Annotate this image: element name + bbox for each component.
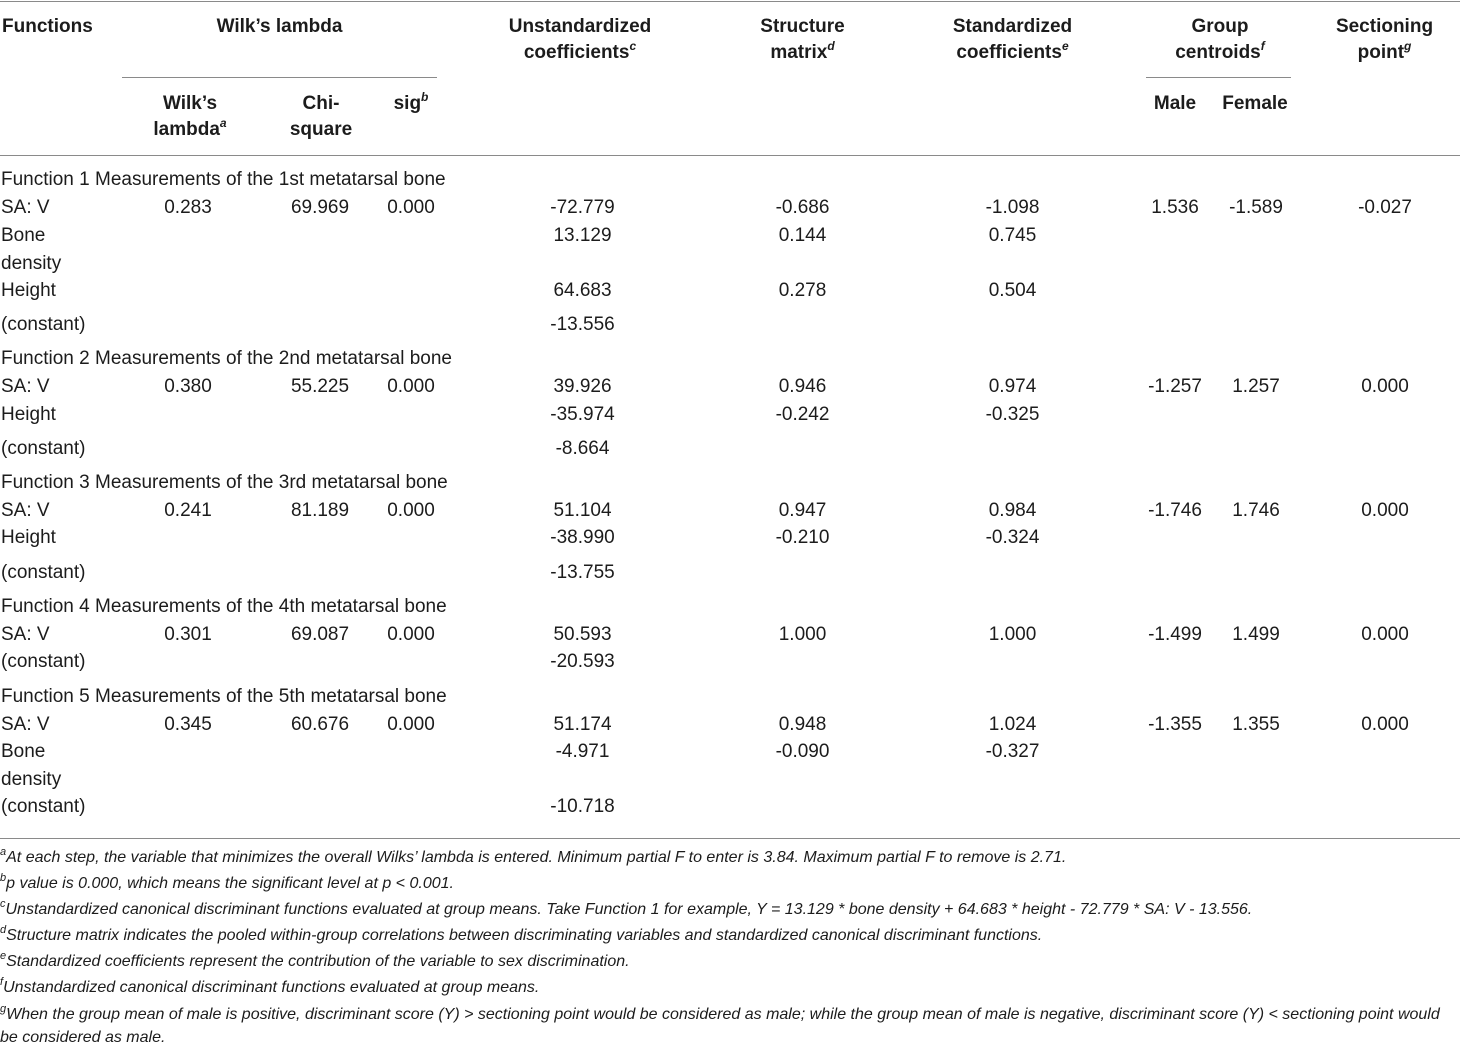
cell-struct: 0.947	[778, 500, 827, 521]
header-bottom-rule	[0, 155, 1460, 156]
cell-male: -1.499	[1148, 624, 1202, 645]
cell-std: -0.325	[985, 404, 1040, 425]
cell-std: 0.745	[988, 225, 1037, 246]
header-structure: Structure matrix$^d$	[760, 16, 845, 63]
row-label: (constant)	[1, 314, 86, 335]
row-label: (constant)	[1, 562, 86, 583]
cell-struct: -0.210	[775, 527, 830, 548]
row-label: Height	[1, 527, 56, 548]
row-label: (constant)	[1, 796, 86, 817]
cell-chi: 69.969	[290, 197, 350, 218]
cell-std: -0.327	[985, 741, 1040, 762]
cell-female: 1.257	[1232, 376, 1280, 397]
cell-struct: 1.000	[778, 624, 827, 645]
cell-struct: 0.946	[778, 376, 827, 397]
row-label: Height	[1, 280, 56, 301]
cell-unstd: -38.990	[550, 527, 615, 548]
function-section-title: Function 4 Measurements of the 4th metatarsal bone	[1, 596, 447, 617]
header-centroids: Group centroids$^f$	[1175, 16, 1265, 63]
header-wilks-group: Wilk’s lambda	[216, 16, 343, 37]
cell-std: 1.024	[988, 714, 1037, 735]
cell-unstd: -13.755	[550, 562, 615, 583]
centroids-group-underline	[1146, 77, 1291, 78]
cell-female: 1.746	[1232, 500, 1280, 521]
row-label: Height	[1, 404, 56, 425]
cell-male: -1.257	[1148, 376, 1202, 397]
cell-struct: -0.242	[775, 404, 830, 425]
header-male: Male	[1153, 93, 1197, 114]
cell-chi: 69.087	[290, 624, 350, 645]
cell-struct: 0.948	[778, 714, 827, 735]
header-functions: Functions	[2, 16, 93, 37]
top-rule	[0, 1, 1460, 2]
cell-std: 0.984	[988, 500, 1037, 521]
cell-chi: 55.225	[290, 376, 350, 397]
cell-unstd: -20.593	[550, 651, 615, 672]
header-sectioning: Sectioning point$^g$	[1335, 16, 1434, 63]
cell-chi: 81.189	[290, 500, 350, 521]
cell-unstd: 50.593	[553, 624, 612, 645]
cell-std: -0.324	[985, 527, 1040, 548]
cell-section: 0.000	[1361, 714, 1409, 735]
row-label: SA: V	[1, 500, 50, 521]
cell-wilks: 0.301	[164, 624, 212, 645]
row-label: SA: V	[1, 197, 50, 218]
footnote-c: $^c$Unstandardized canonical discriminant functions evaluated at group means. Take Function 1 for example, Y = 13.129 * bone density + 64.683 * height - 72.779 * SA: V - 13.556.	[0, 897, 1253, 918]
cell-sig: 0.000	[387, 197, 435, 218]
cell-female: 1.499	[1232, 624, 1280, 645]
cell-unstd: -72.779	[550, 197, 615, 218]
cell-chi: 60.676	[290, 714, 350, 735]
cell-struct: 0.278	[778, 280, 827, 301]
function-section-title: Function 5 Measurements of the 5th metatarsal bone	[1, 686, 447, 707]
row-label: Bone density	[1, 741, 62, 790]
function-section-title: Function 3 Measurements of the 3rd metatarsal bone	[1, 472, 448, 493]
row-label: SA: V	[1, 714, 50, 735]
cell-unstd: -35.974	[550, 404, 615, 425]
cell-sig: 0.000	[387, 624, 435, 645]
cell-unstd: 64.683	[553, 280, 612, 301]
row-label: Bone density	[1, 225, 62, 274]
cell-section: 0.000	[1361, 624, 1409, 645]
row-label: SA: V	[1, 376, 50, 397]
row-label: (constant)	[1, 651, 86, 672]
row-label: (constant)	[1, 438, 86, 459]
cell-section: -0.027	[1358, 197, 1412, 218]
header-sig: sig$^b$	[393, 89, 429, 114]
cell-unstd: -13.556	[550, 314, 615, 335]
footnote-d: $^d$Structure matrix indicates the pooled within-group correlations between discriminating variables and standardized canonical discriminant functions.	[0, 923, 1043, 944]
header-female: Female	[1222, 93, 1288, 114]
cell-female: -1.589	[1229, 197, 1283, 218]
table-bottom-rule	[0, 838, 1460, 839]
cell-unstd: -10.718	[550, 796, 615, 817]
cell-unstd: 39.926	[553, 376, 612, 397]
cell-male: -1.746	[1148, 500, 1202, 521]
cell-wilks: 0.380	[164, 376, 212, 397]
cell-sig: 0.000	[387, 376, 435, 397]
cell-struct: -0.090	[775, 741, 830, 762]
cell-wilks: 0.283	[164, 197, 212, 218]
header-wilks-lambda: Wilk’s lambda$^a$	[153, 93, 227, 140]
cell-unstd: -8.664	[555, 438, 610, 459]
cell-wilks: 0.241	[164, 500, 212, 521]
header-unstandardized: Unstandardized coefficients$^c$	[508, 16, 652, 63]
footnote-a: $^a$At each step, the variable that minimizes the overall Wilks’ lambda is entered. Minimum partial F to enter is 3.84. Maximum partial F to remove is 2.71.	[0, 845, 1067, 866]
row-label: SA: V	[1, 624, 50, 645]
header-chi-square: Chi-square	[289, 93, 353, 140]
function-section-title: Function 2 Measurements of the 2nd metatarsal bone	[1, 348, 452, 369]
cell-wilks: 0.345	[164, 714, 212, 735]
cell-sig: 0.000	[387, 714, 435, 735]
function-section-title: Function 1 Measurements of the 1st metatarsal bone	[1, 169, 446, 190]
cell-std: -1.098	[985, 197, 1040, 218]
cell-std: 0.504	[988, 280, 1037, 301]
cell-unstd: 13.129	[553, 225, 612, 246]
wilks-group-underline	[122, 77, 437, 78]
footnote-e: $^e$Standardized coefficients represent the contribution of the variable to sex discrimination.	[0, 949, 630, 970]
footnote-b: $^b$p value is 0.000, which means the significant level at p < 0.001.	[0, 871, 454, 892]
cell-female: 1.355	[1232, 714, 1280, 735]
cell-section: 0.000	[1361, 376, 1409, 397]
cell-struct: 0.144	[778, 225, 827, 246]
cell-std: 1.000	[988, 624, 1037, 645]
cell-section: 0.000	[1361, 500, 1409, 521]
footnote-g: $^g$When the group mean of male is positive, discriminant score (Y) > sectioning point would be considered as male; while the group mean of male is negative, discriminant score (Y) < sectioning point would be considered as male.	[0, 1002, 1440, 1046]
cell-struct: -0.686	[775, 197, 830, 218]
cell-std: 0.974	[988, 376, 1037, 397]
footnote-f: $^f$Unstandardized canonical discriminant functions evaluated at group means.	[0, 975, 540, 996]
cell-unstd: 51.104	[553, 500, 612, 521]
cell-unstd: 51.174	[553, 714, 612, 735]
cell-sig: 0.000	[387, 500, 435, 521]
cell-male: -1.355	[1148, 714, 1202, 735]
header-standardized: Standardized coefficients$^e$	[952, 16, 1073, 63]
cell-male: 1.536	[1151, 197, 1199, 218]
cell-unstd: -4.971	[555, 741, 610, 762]
